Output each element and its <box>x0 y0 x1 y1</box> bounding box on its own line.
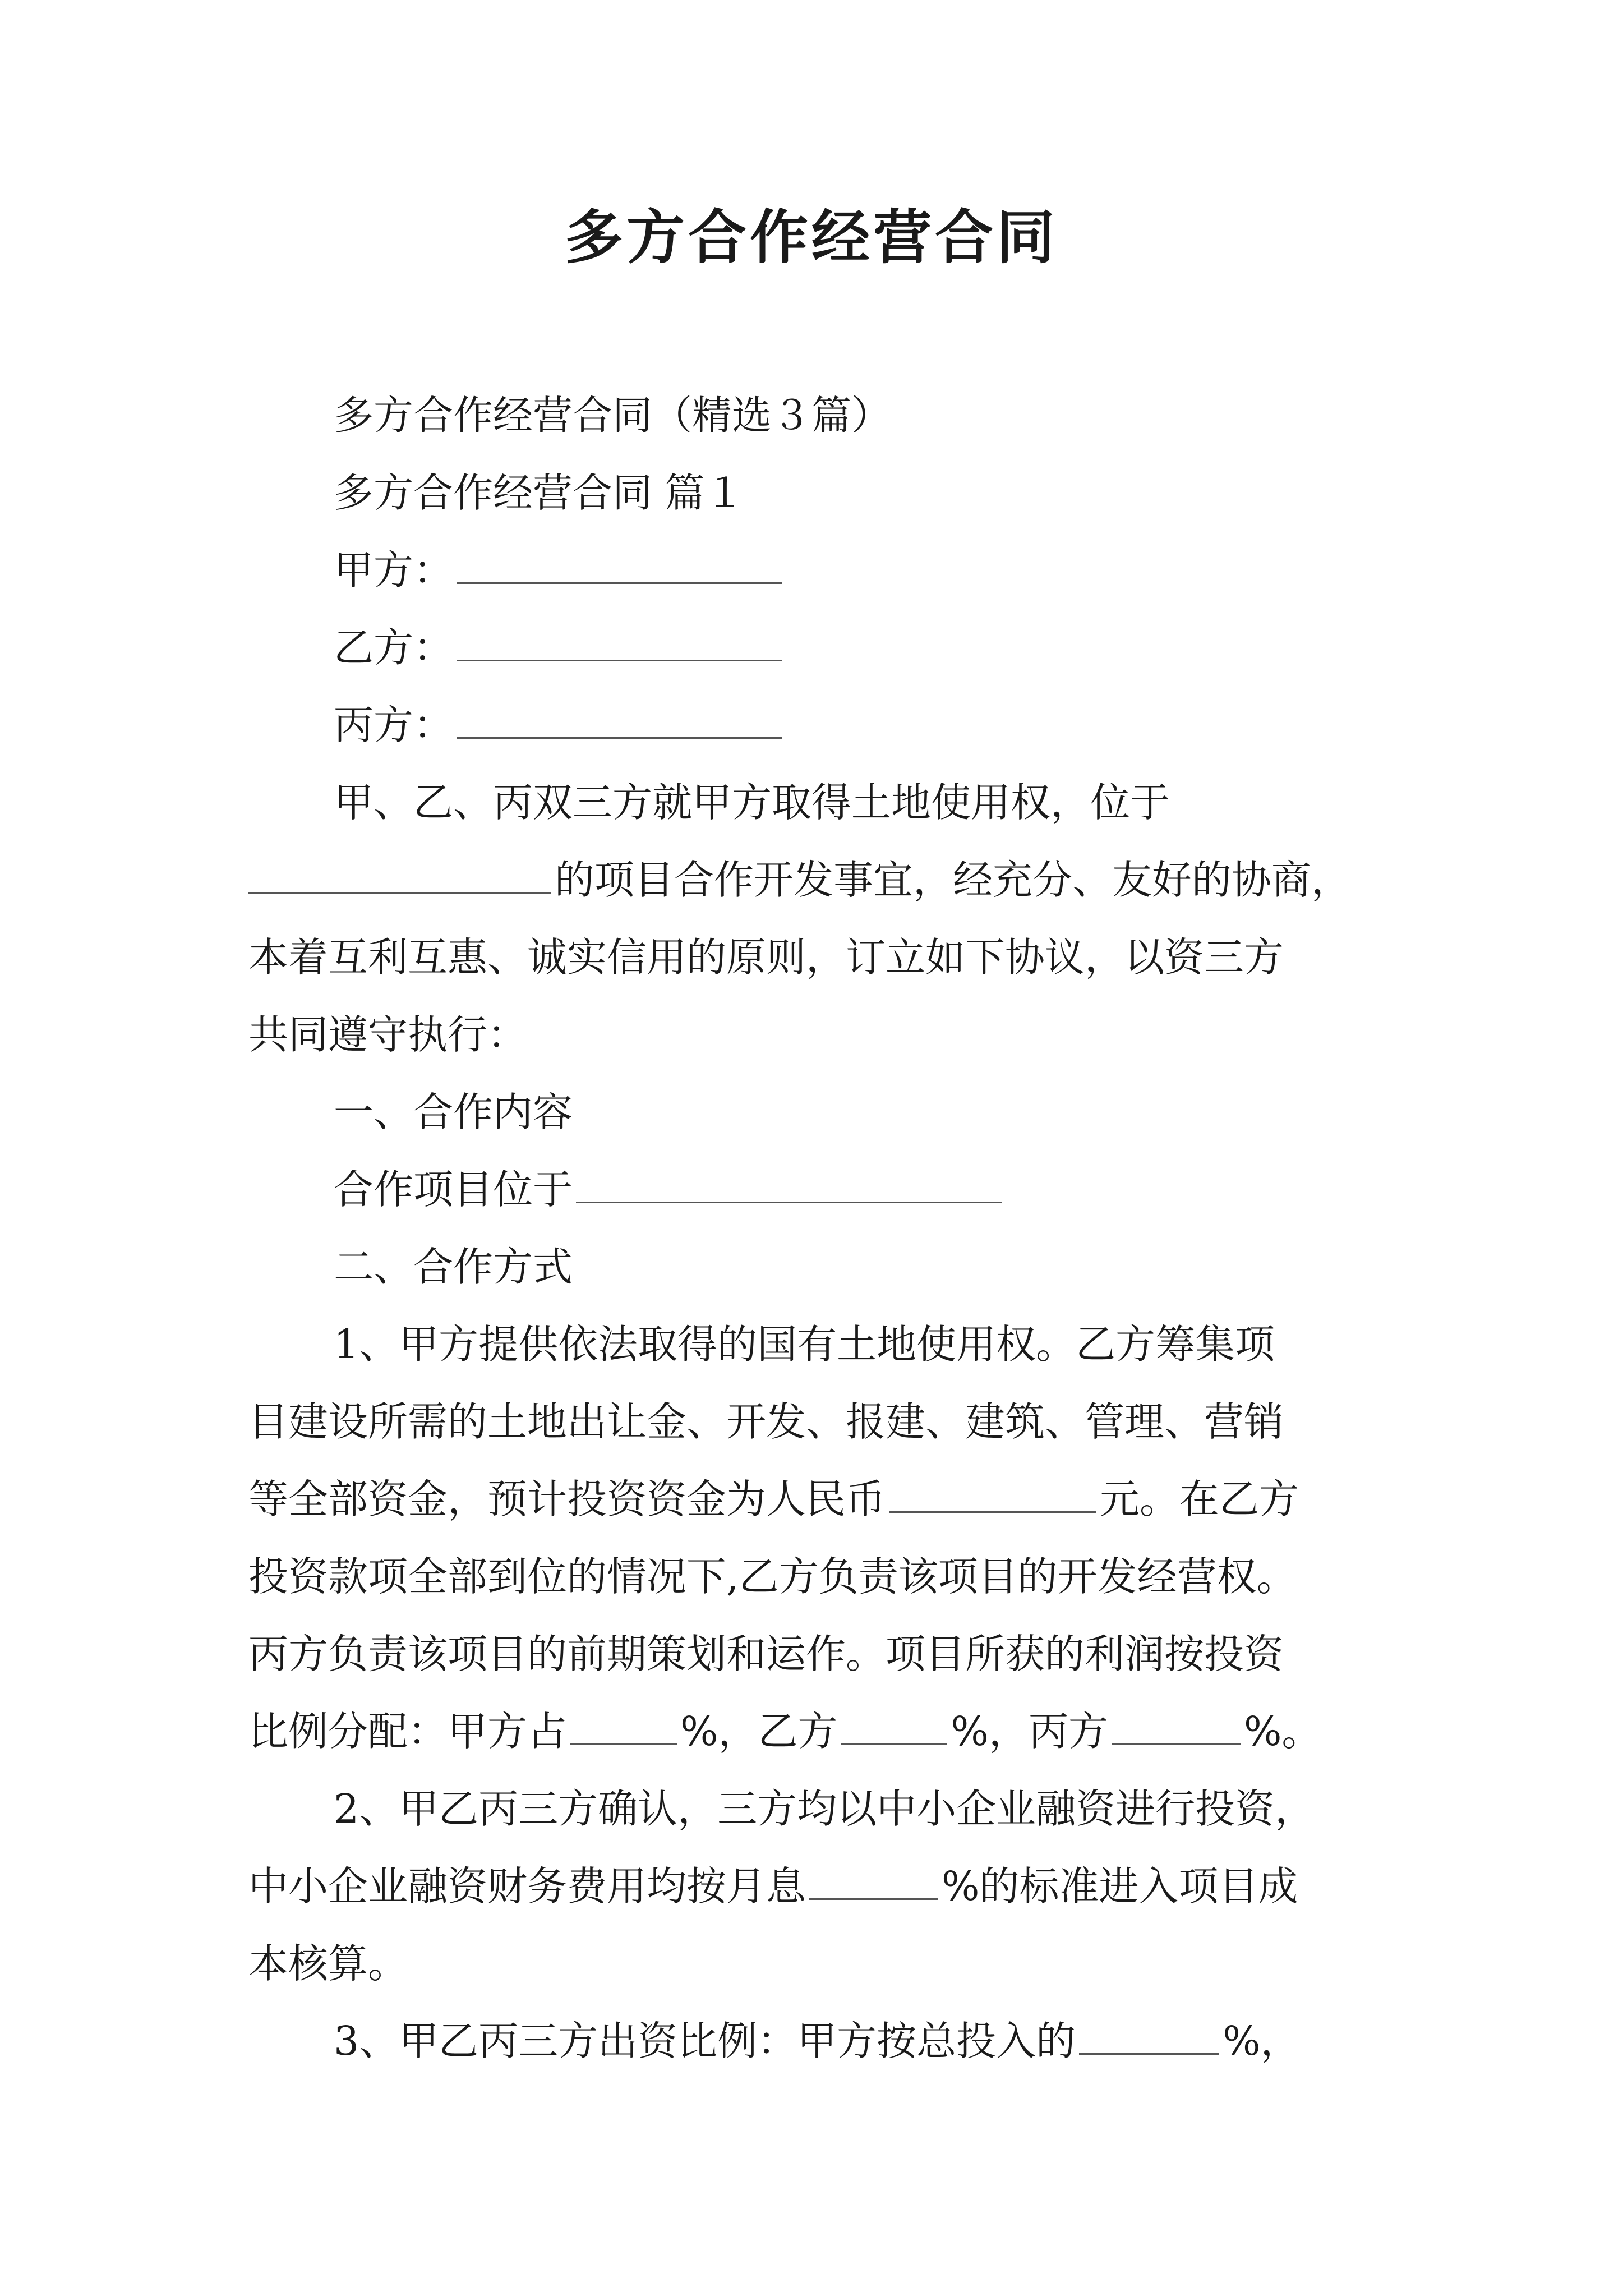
clause-1-line-4: 投资款项全部到位的情况下,乙方负责该项目的开发经营权。 <box>248 1553 1297 1600</box>
party-c-label: 丙方： <box>334 702 454 748</box>
clause-1-line-2: 目建设所需的土地出让金、开发、报建、建筑、管理、营销 <box>248 1398 1284 1445</box>
clause-3-line-1 <box>248 2003 1387 2080</box>
clause-3-line-1b: %， <box>1223 2018 1301 2064</box>
intro-line-2-text: 的项目合作开发事宜，经充分、友好的协商， <box>555 857 1352 903</box>
clause-1-line-3a: 等全部资金，预计投资资金为人民币 <box>248 1476 886 1522</box>
interest-rate-blank <box>809 1865 938 1900</box>
clause-2-line-3: 本核算。 <box>248 1940 408 1987</box>
chapter-heading: 多方合作经营合同 篇１ <box>334 470 745 516</box>
clause-2-line-2b: %的标准进入项目成 <box>942 1863 1298 1910</box>
clause-1-line-6 <box>248 1693 1387 1770</box>
subtitle-line: 多方合作经营合同（精选３篇） <box>334 392 892 439</box>
party-a-share-blank <box>570 1710 677 1745</box>
document-title: 多方合作经营合同 <box>564 203 1058 272</box>
clause-2-line-2 <box>248 1848 1387 1925</box>
clause-3-line-1a: 3、甲乙丙三方出资比例：甲方按总投入的 <box>334 2018 1076 2064</box>
party-b-label: 乙方： <box>334 624 454 671</box>
clause-1-line-6d: %。 <box>1243 1708 1322 1755</box>
intro-line-3: 本着互利互惠、诚实信用的原则，订立如下协议，以资三方 <box>248 934 1284 981</box>
party-b-share-blank <box>841 1710 947 1745</box>
intro-line-4: 共同遵守执行： <box>248 1011 528 1058</box>
party-b-line <box>248 609 1387 687</box>
party-b-blank <box>457 626 782 661</box>
party-a-line <box>248 532 1387 609</box>
clause-1-line-3b: 元。在乙方 <box>1100 1476 1299 1522</box>
intro-line-1: 甲、乙、丙双三方就甲方取得土地使用权，位于 <box>334 779 1170 826</box>
party-c-blank <box>457 703 782 739</box>
clause-1-line-1: 1、甲方提供依法取得的国有土地使用权。乙方筹集项 <box>334 1321 1275 1368</box>
party-a-label: 甲方： <box>334 547 454 593</box>
party-a-blank <box>457 549 782 584</box>
clause-2-line-2a: 中小企业融资财务费用均按月息 <box>248 1863 806 1910</box>
clause-1-line-6c: %，丙方 <box>951 1708 1108 1755</box>
party-c-share-blank <box>1112 1710 1241 1745</box>
location-blank <box>248 858 551 894</box>
clause-1-line-3 <box>248 1461 1387 1538</box>
section-1-heading: 一、合作内容 <box>334 1089 573 1135</box>
project-location-line <box>248 1151 1387 1228</box>
section-2-heading: 二、合作方式 <box>334 1244 573 1290</box>
clause-1-line-6a: 比例分配：甲方占 <box>248 1708 568 1755</box>
project-location-blank <box>576 1168 1002 1203</box>
intro-line-2 <box>248 841 1387 919</box>
investment-amount-blank <box>889 1478 1096 1513</box>
party-a-ratio-blank <box>1079 2019 1219 2055</box>
clause-1-line-5: 丙方负责该项目的前期策划和运作。项目所获的利润按投资 <box>248 1631 1284 1677</box>
clause-2-line-1: 2、甲乙丙三方确认，三方均以中小企业融资进行投资， <box>334 1786 1315 1832</box>
party-c-line <box>248 687 1387 764</box>
project-location-label: 合作项目位于 <box>334 1166 573 1213</box>
document-body <box>248 377 1387 2080</box>
clause-1-line-6b: %，乙方 <box>680 1708 838 1755</box>
